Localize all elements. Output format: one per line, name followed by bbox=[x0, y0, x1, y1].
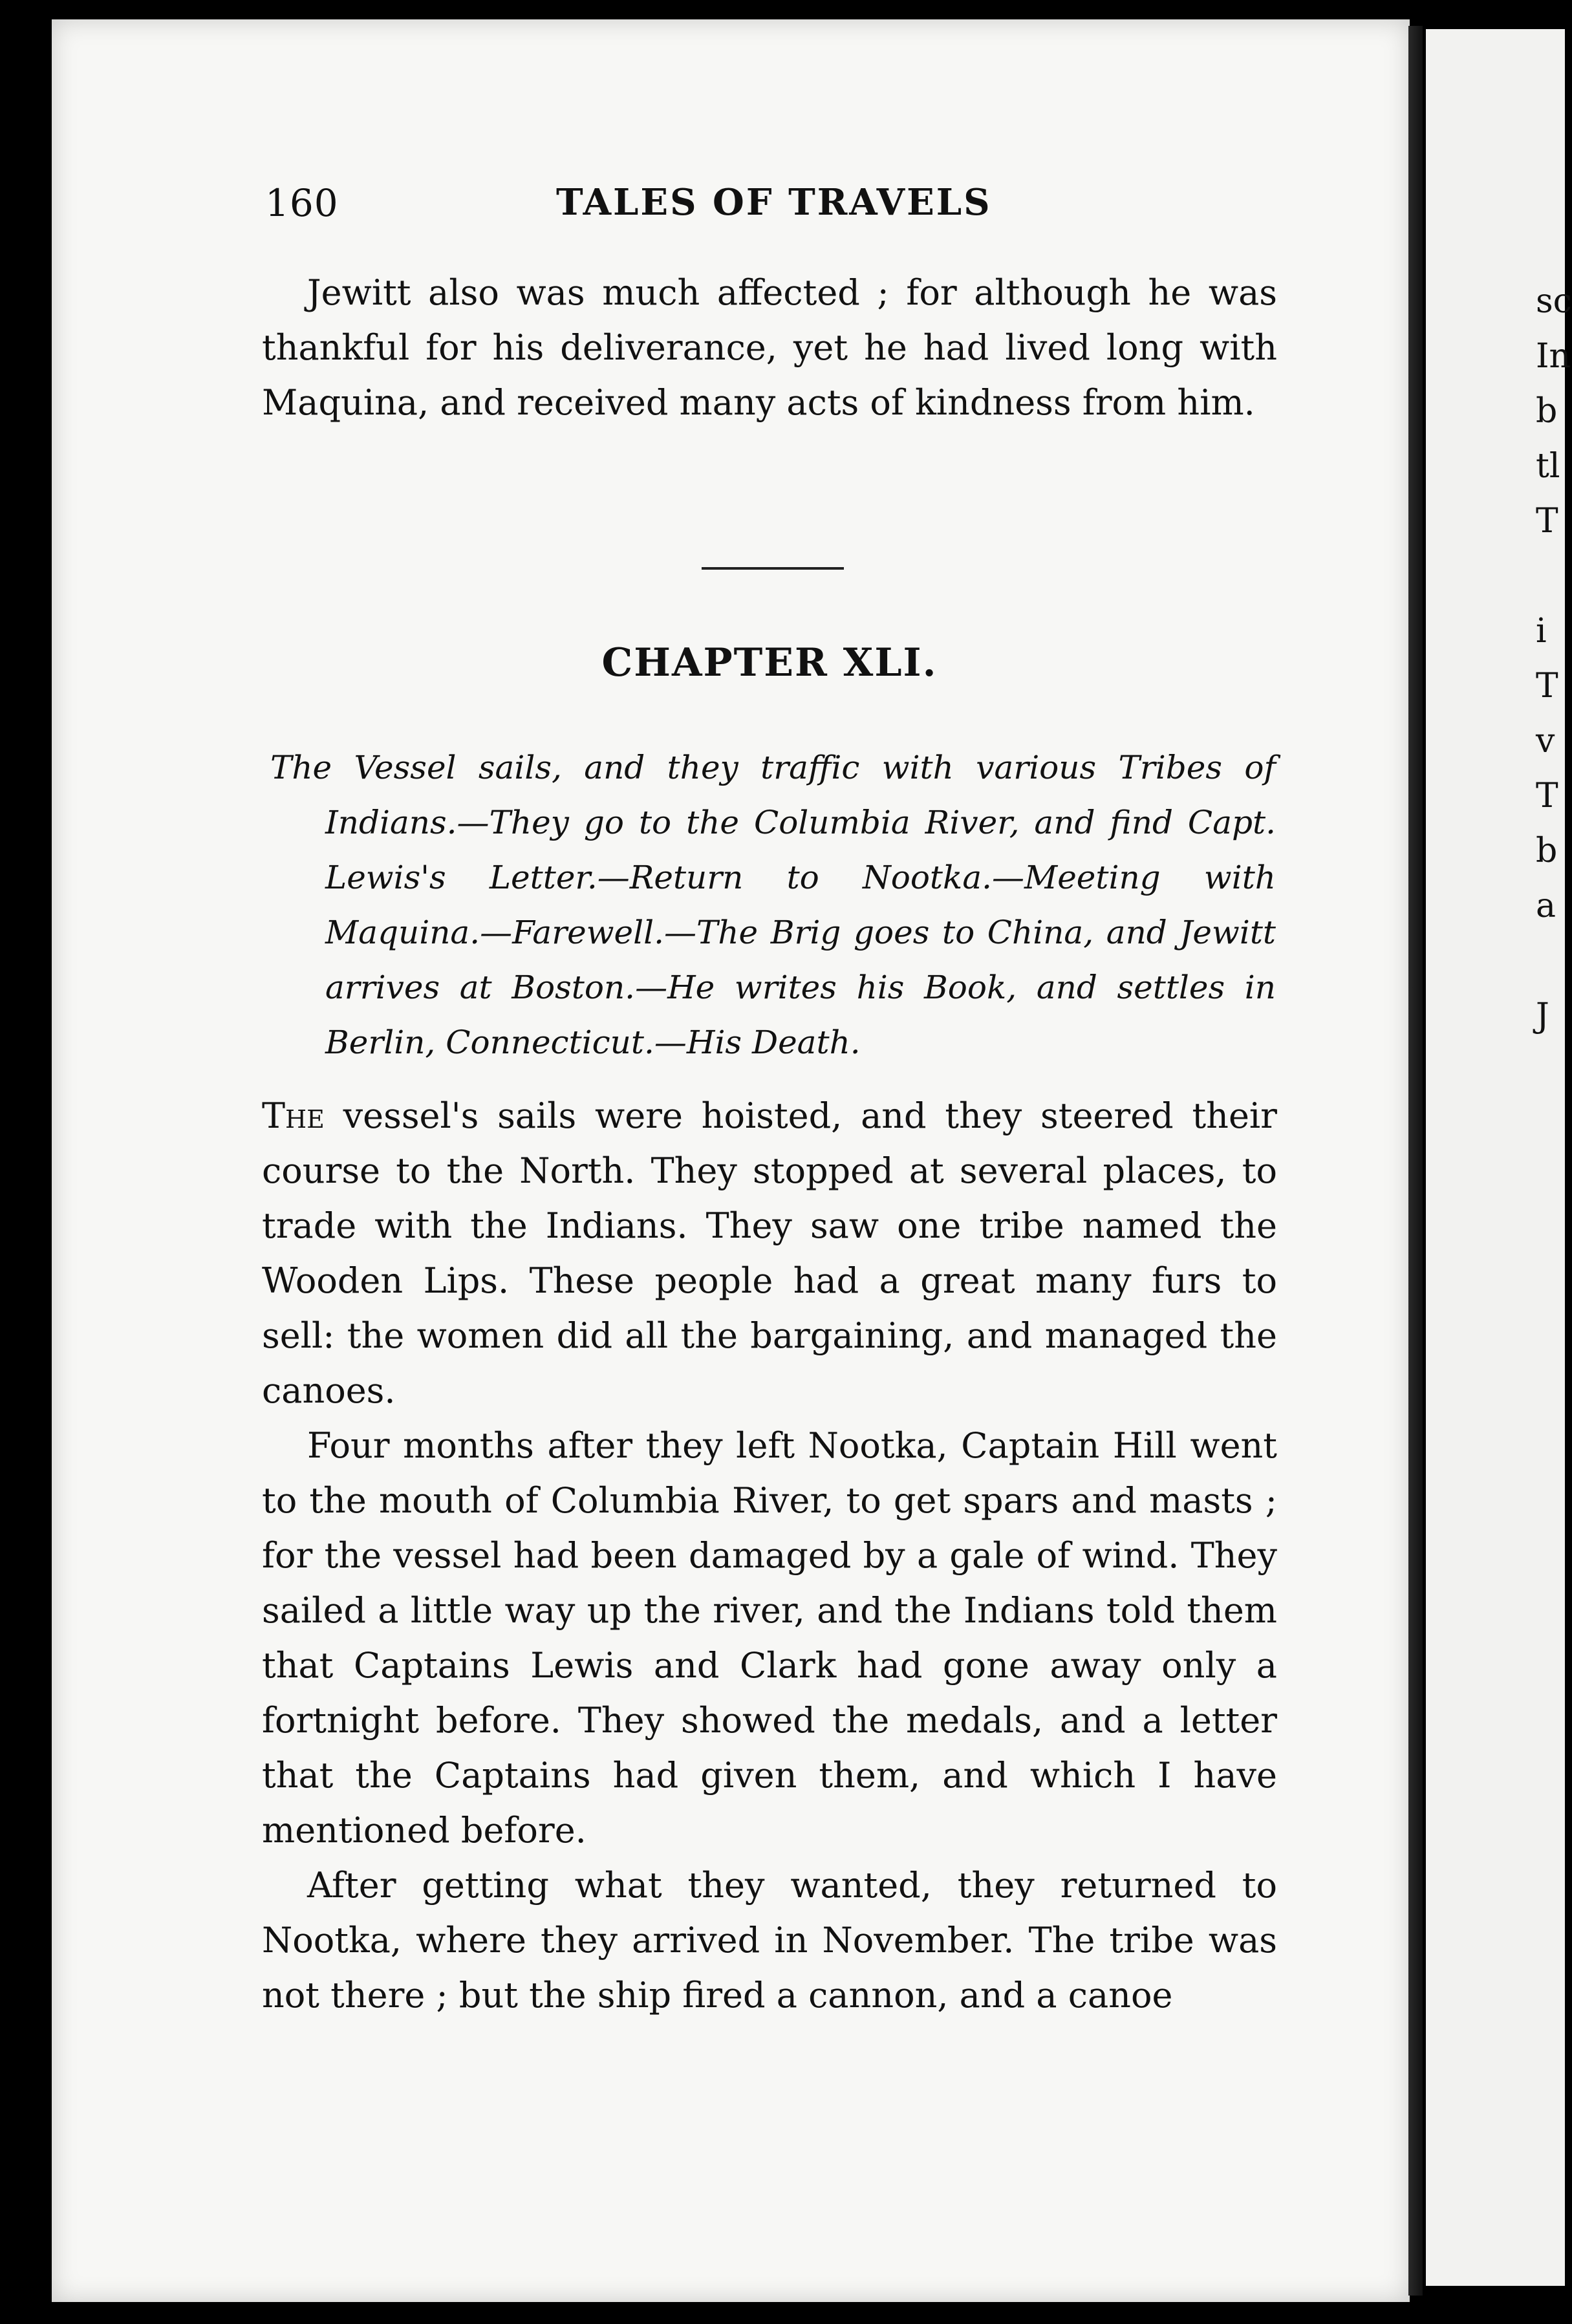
facing-fragment: v bbox=[1536, 722, 1555, 760]
facing-fragment: T bbox=[1536, 502, 1558, 541]
section-divider bbox=[702, 567, 844, 570]
opening-paragraph: Jewitt also was much affected ; for although he was thankful for his deliverance, yet he had lived long with Maquina, and received many acts of kindness from him. bbox=[262, 272, 1277, 423]
facing-fragment: b bbox=[1536, 832, 1558, 870]
facing-fragment: In bbox=[1536, 337, 1571, 376]
drop-word: The bbox=[262, 1095, 325, 1136]
chapter-body bbox=[262, 1088, 1277, 2023]
facing-page-fragment bbox=[1426, 29, 1572, 2286]
facing-fragment: a bbox=[1536, 887, 1556, 925]
facing-fragment: T bbox=[1536, 667, 1558, 705]
page-number: 160 bbox=[265, 181, 339, 225]
chapter-summary: The Vessel sails, and they traffic with various Tribes of Indians.—They go to the Columbia River, and find Capt. Lewis's Letter.—Return to Nootka.—Meeting with Maquina.—Farewell.—The Brig goes to China, and Jewitt arrives at Boston.—He writes his Book, and settles in Berlin, Connecticut.—His Death. bbox=[270, 749, 1276, 1061]
opening-paragraph-block bbox=[262, 265, 1277, 430]
body-paragraph bbox=[262, 1088, 1277, 1418]
body-paragraph: After getting what they wanted, they returned to Nootka, where they arrived in November. The tribe was not there ; but the ship fired a cannon, and a canoe bbox=[262, 1865, 1277, 2016]
facing-fragment: J bbox=[1536, 996, 1549, 1035]
facing-fragment: sc bbox=[1536, 282, 1572, 321]
page-header bbox=[265, 181, 1300, 233]
facing-fragment: b bbox=[1536, 392, 1558, 431]
paragraph-text: vessel's sails were hoisted, and they steered their course to the North. They stopped at several places, to trade with the Indians. They saw one tribe named the Wooden Lips. These people had a great many furs to sell: the women did all the bargaining, and managed the canoes. bbox=[262, 1095, 1277, 1411]
chapter-title: CHAPTER XLI. bbox=[601, 640, 938, 685]
running-title: TALES OF TRAVELS bbox=[556, 181, 992, 224]
page-gutter bbox=[1408, 26, 1423, 2296]
facing-fragment: T bbox=[1536, 777, 1558, 815]
body-paragraph: Four months after they left Nootka, Captain Hill went to the mouth of Columbia River, to get spars and masts ; for the vessel had been damaged by a gale of wind. They sailed a little way up the river, and the Indians told them that Captains Lewis and Clark had gone away only a fortnight before. They showed the medals, and a letter that the Captains had given them, and which I have mentioned before. bbox=[262, 1425, 1277, 1851]
facing-fragment: i bbox=[1536, 612, 1547, 651]
facing-fragment: tl bbox=[1536, 447, 1560, 486]
